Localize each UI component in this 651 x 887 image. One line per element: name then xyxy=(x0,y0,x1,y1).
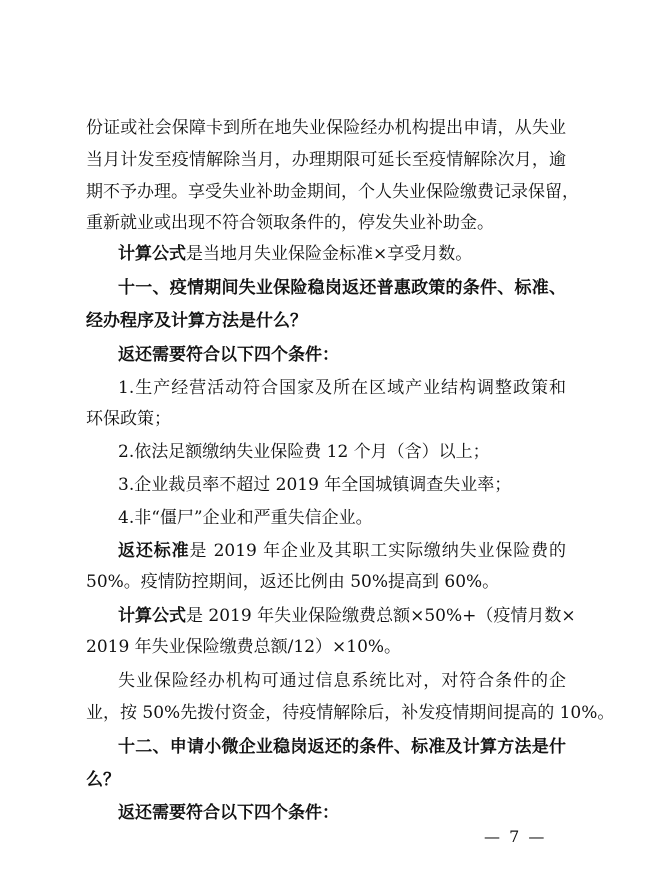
section-heading-12-cont: 么？ xyxy=(86,770,120,790)
body-line: 期不予办理。享受失业补助金期间，个人失业保险缴费记录保留， xyxy=(86,182,579,202)
standard-text: 是 2019 年企业及其职工实际缴纳失业保险费的 xyxy=(189,541,566,561)
body-line: 失业保险经办机构可通过信息系统比对，对符合条件的企 xyxy=(118,671,566,691)
formula-line xyxy=(118,242,566,266)
page-number: — 7 — xyxy=(484,827,547,846)
condition-item: 3.企业裁员率不超过 2019 年全国城镇调查失业率； xyxy=(118,475,512,495)
standard-label: 返还标准 xyxy=(118,541,190,561)
section-heading-11: 十一、疫情期间失业保险稳岗返还普惠政策的条件、标准、 xyxy=(118,278,566,298)
formula-label: 计算公式 xyxy=(118,244,186,264)
formula-label: 计算公式 xyxy=(118,606,186,626)
standard-line xyxy=(118,539,566,563)
formula-line xyxy=(118,604,576,628)
conditions-heading: 返还需要符合以下四个条件： xyxy=(118,803,339,823)
conditions-heading: 返还需要符合以下四个条件： xyxy=(118,345,339,365)
formula-line-cont: 2019 年失业保险缴费总额/12）×10%。 xyxy=(86,637,402,657)
body-line: 当月计发至疫情解除当月，办理期限可延长至疫情解除次月，逾 xyxy=(86,150,566,170)
formula-text: 是 2019 年失业保险缴费总额×50%+（疫情月数× xyxy=(186,606,576,626)
section-heading-11-cont: 经办程序及计算方法是什么？ xyxy=(86,311,307,331)
condition-item: 4.非“僵尸”企业和严重失信企业。 xyxy=(118,508,373,528)
condition-item-cont: 环保政策； xyxy=(86,409,171,429)
condition-item: 1.生产经营活动符合国家及所在区域产业结构调整政策和 xyxy=(118,378,566,398)
condition-item: 2.依法足额缴纳失业保险费 12 个月（含）以上； xyxy=(118,442,490,462)
body-line: 重新就业或出现不符合领取条件的，停发失业补助金。 xyxy=(86,213,494,233)
section-heading-12: 十二、申请小微企业稳岗返还的条件、标准及计算方法是什 xyxy=(118,737,566,757)
body-line: 份证或社会保障卡到所在地失业保险经办机构提出申请，从失业 xyxy=(86,118,566,138)
body-line: 业，按 50%先拨付资金，待疫情解除后，补发疫情期间提高的 10%。 xyxy=(86,703,615,723)
formula-text: 是当地月失业保险金标准×享受月数。 xyxy=(186,244,473,264)
standard-line-cont: 50%。疫情防控期间，返还比例由 50%提高到 60%。 xyxy=(86,572,500,592)
